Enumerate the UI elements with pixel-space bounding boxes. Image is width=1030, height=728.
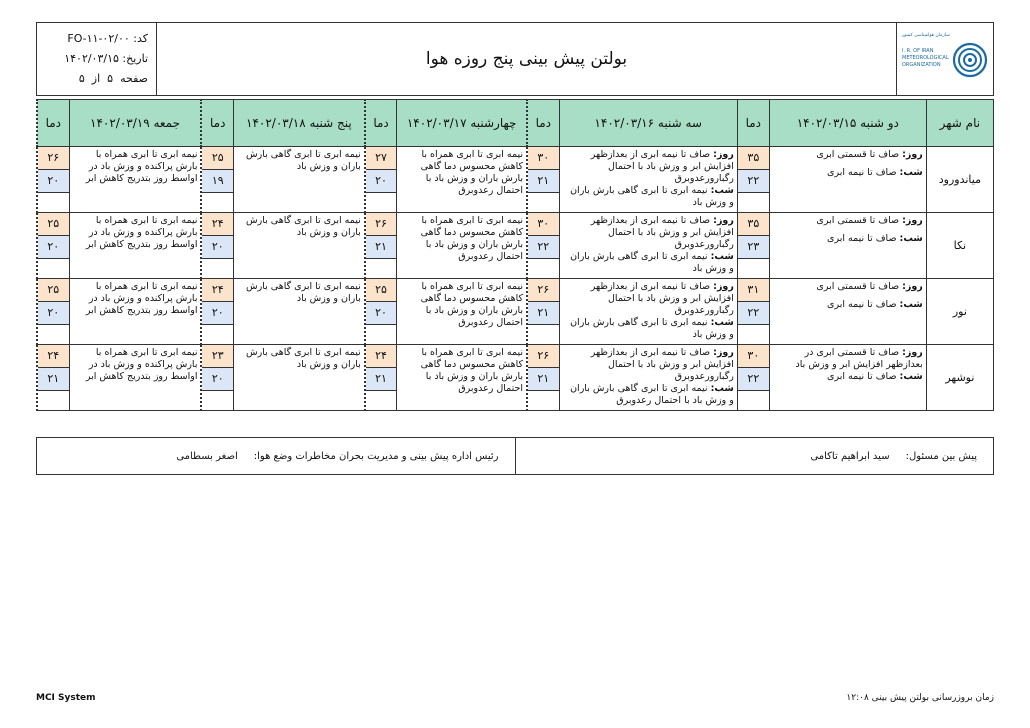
city-name: میاندورود [926, 147, 993, 213]
night-text: صاف تا نیمه ابری [827, 233, 897, 244]
forecast-table [36, 99, 994, 411]
min-temp: ۲۰ [202, 302, 233, 325]
min-temp: ۲۲ [738, 170, 769, 193]
document-meta [37, 23, 157, 95]
night-text: نیمه ابری تا ابری گاهی بارش باران و وزش باد [570, 251, 734, 274]
night-text: صاف تا نیمه ابری [827, 371, 897, 382]
day2-temp-header: دما [527, 100, 559, 147]
day-text: صاف تا قسمتی ابری در بعدازظهر افزایش ابر و وزش باد [795, 347, 923, 370]
night-text: نیمه ابری تا ابری گاهی بارش باران و وزش باد با احتمال رعدوبرق [570, 383, 734, 406]
min-temp: ۲۰ [38, 170, 69, 193]
city-name: نوشهر [926, 345, 993, 411]
max-temp: ۲۵ [202, 147, 233, 170]
day3-temp [365, 279, 397, 345]
day4-temp [201, 279, 233, 345]
max-temp: ۳۵ [738, 213, 769, 236]
day1-temp [737, 213, 769, 279]
city-column-header: نام شهر [926, 100, 993, 147]
forecaster-label: پیش بین مسئول: [905, 450, 977, 462]
day5-temp [37, 345, 69, 411]
day3-forecast: نیمه ابری تا ابری همراه با کاهش محسوس دما گاهی بارش باران و وزش باد با احتمال رعدوبرق [397, 147, 527, 213]
max-temp: ۲۴ [202, 213, 233, 236]
day3-forecast: نیمه ابری تا ابری همراه با کاهش محسوس دما گاهی بارش باران و وزش باد با احتمال رعدوبرق [397, 279, 527, 345]
max-temp: ۲۶ [366, 213, 397, 236]
day-label: روز: [902, 281, 923, 292]
day2-forecast [559, 213, 737, 279]
day5-temp [37, 279, 69, 345]
day5-forecast: نیمه ابری تا ابری همراه با بارش پراکنده و وزش باد در اواسط روز بتدریج کاهش ابر [69, 345, 201, 411]
table-header-row [37, 100, 994, 147]
system-name: MCI System [36, 693, 96, 703]
bulletin-header [36, 22, 994, 96]
max-temp: ۲۶ [528, 345, 559, 368]
max-temp: ۲۴ [38, 345, 69, 368]
max-temp: ۳۱ [738, 279, 769, 302]
day-label: روز: [713, 347, 734, 358]
day2-temp [527, 279, 559, 345]
max-temp: ۲۵ [38, 213, 69, 236]
logo-text-fa: سازمان هواشناسی کشور [902, 33, 950, 38]
night-label: شب: [710, 317, 734, 328]
day3-forecast: نیمه ابری تا ابری همراه با کاهش محسوس دما گاهی بارش باران و وزش باد با احتمال رعدوبرق [397, 213, 527, 279]
table-row [37, 279, 994, 345]
organization-logo [896, 23, 993, 95]
min-temp: ۲۲ [528, 236, 559, 259]
day-label: روز: [902, 215, 923, 226]
day-label: روز: [713, 215, 734, 226]
day-text: صاف تا نیمه ابری از بعدازظهر افزایش ابر و وزش باد با احتمال رگبارورعدوبرق [590, 281, 734, 316]
day4-column-header: پنج شنبه ۱۴۰۲/۰۳/۱۸ [233, 100, 364, 147]
night-label: شب: [710, 383, 734, 394]
head-name: اصغر بسطامی [176, 450, 238, 462]
day4-forecast: نیمه ابری تا ابری گاهی بارش باران و وزش باد [233, 345, 364, 411]
day1-temp [737, 279, 769, 345]
min-temp: ۱۹ [202, 170, 233, 193]
max-temp: ۲۵ [38, 279, 69, 302]
min-temp: ۲۱ [366, 236, 397, 259]
min-temp: ۲۲ [738, 368, 769, 391]
day-label: روز: [713, 281, 734, 292]
min-temp: ۲۳ [738, 236, 769, 259]
max-temp: ۳۰ [528, 147, 559, 170]
day3-column-header: چهارشنبه ۱۴۰۲/۰۳/۱۷ [397, 100, 527, 147]
night-label: شب: [899, 299, 923, 310]
max-temp: ۲۴ [366, 345, 397, 368]
day2-column-header: سه شنبه ۱۴۰۲/۰۳/۱۶ [559, 100, 737, 147]
day3-temp [365, 147, 397, 213]
day2-forecast [559, 147, 737, 213]
min-temp: ۲۱ [528, 302, 559, 325]
night-label: شب: [899, 233, 923, 244]
day4-temp [201, 345, 233, 411]
day2-temp [527, 213, 559, 279]
code-label: کد: [133, 32, 148, 45]
night-label: شب: [710, 185, 734, 196]
day4-temp [201, 147, 233, 213]
night-label: شب: [899, 167, 923, 178]
day-text: صاف تا قسمتی ابری [816, 215, 900, 226]
min-temp: ۲۱ [528, 368, 559, 391]
day3-temp [365, 345, 397, 411]
logo-text-3: ORGANIZATION [902, 62, 941, 68]
day2-temp [527, 345, 559, 411]
max-temp: ۳۰ [738, 345, 769, 368]
date-value: ۱۴۰۲/۰۳/۱۵ [64, 52, 119, 65]
day1-temp [737, 345, 769, 411]
page-label: صفحه [120, 72, 148, 85]
update-time: زمان بروزرسانی بولتن پیش بینی ۱۲:۰۸ [846, 693, 994, 703]
day-text: صاف تا نیمه ابری از بعدازظهر افزایش ابر و وزش باد با احتمال رگبارورعدوبرق [590, 149, 734, 184]
min-temp: ۲۰ [366, 170, 397, 193]
day-label: روز: [713, 149, 734, 160]
day5-forecast: نیمه ابری تا ابری همراه با بارش پراکنده و وزش باد در اواسط روز بتدریج کاهش ابر [69, 213, 201, 279]
city-name: نور [926, 279, 993, 345]
day1-forecast [769, 345, 926, 411]
day5-column-header: جمعه ۱۴۰۲/۰۳/۱۹ [69, 100, 201, 147]
table-row [37, 147, 994, 213]
day4-temp-header: دما [201, 100, 233, 147]
day1-column-header: دو شنبه ۱۴۰۲/۰۳/۱۵ [769, 100, 926, 147]
min-temp: ۲۲ [738, 302, 769, 325]
logo-text-1: I. R. OF IRAN [902, 48, 934, 54]
day1-forecast [769, 147, 926, 213]
page-of: از [91, 72, 101, 85]
page-total: ۵ [78, 72, 85, 85]
day5-temp [37, 213, 69, 279]
logo-text-2: METEOROLOGICAL [902, 55, 949, 61]
table-row [37, 213, 994, 279]
day-text: صاف تا قسمتی ابری [816, 149, 900, 160]
max-temp: ۲۴ [202, 279, 233, 302]
day-label: روز: [902, 347, 923, 358]
day1-forecast [769, 279, 926, 345]
min-temp: ۲۰ [202, 368, 233, 391]
min-temp: ۲۰ [38, 236, 69, 259]
min-temp: ۲۱ [528, 170, 559, 193]
night-text: صاف تا نیمه ابری [827, 167, 897, 178]
min-temp: ۲۱ [366, 368, 397, 391]
max-temp: ۲۶ [38, 147, 69, 170]
table-row [37, 345, 994, 411]
max-temp: ۳۰ [528, 213, 559, 236]
day-label: روز: [902, 149, 923, 160]
max-temp: ۲۵ [366, 279, 397, 302]
min-temp: ۲۰ [366, 302, 397, 325]
code-value: FO-۱۱-۰۲/۰۰ [67, 32, 130, 45]
day5-temp-header: دما [37, 100, 69, 147]
page-title: بولتن پیش بینی پنج روزه هوا [425, 49, 628, 69]
date-label: تاریخ: [122, 52, 148, 65]
min-temp: ۲۱ [38, 368, 69, 391]
day5-forecast: نیمه ابری تا ابری همراه با بارش پراکنده و وزش باد در اواسط روز بتدریج کاهش ابر [69, 147, 201, 213]
max-temp: ۲۷ [366, 147, 397, 170]
night-text: نیمه ابری تا ابری گاهی بارش باران و وزش باد [570, 317, 734, 340]
day3-temp-header: دما [365, 100, 397, 147]
day5-temp [37, 147, 69, 213]
day4-forecast: نیمه ابری تا ابری گاهی بارش باران و وزش باد [233, 279, 364, 345]
day5-forecast: نیمه ابری تا ابری همراه با بارش پراکنده و وزش باد در اواسط روز بتدریج کاهش ابر [69, 279, 201, 345]
day-text: صاف تا قسمتی ابری [816, 281, 900, 292]
day2-forecast [559, 279, 737, 345]
day-text: صاف تا نیمه ابری از بعدازظهر افزایش ابر و وزش باد با احتمال رگبارورعدوبرق [590, 215, 734, 250]
night-label: شب: [710, 251, 734, 262]
min-temp: ۲۰ [38, 302, 69, 325]
max-temp: ۲۳ [202, 345, 233, 368]
day1-temp [737, 147, 769, 213]
day4-temp [201, 213, 233, 279]
day-text: صاف تا نیمه ابری از بعدازظهر افزایش ابر و وزش باد با احتمال رگبارورعدوبرق [590, 347, 734, 382]
day2-temp [527, 147, 559, 213]
day4-forecast: نیمه ابری تا ابری گاهی بارش باران و وزش باد [233, 213, 364, 279]
head-block [37, 438, 515, 474]
min-temp: ۲۰ [202, 236, 233, 259]
max-temp: ۲۶ [528, 279, 559, 302]
head-label: رئیس اداره پیش بینی و مدیریت بحران مخاطرات وضع هوا: [253, 450, 499, 462]
signature-bar [36, 437, 994, 475]
day2-forecast [559, 345, 737, 411]
day4-forecast: نیمه ابری تا ابری گاهی بارش باران و وزش باد [233, 147, 364, 213]
forecaster-block [515, 438, 994, 474]
max-temp: ۳۵ [738, 147, 769, 170]
day3-forecast: نیمه ابری تا ابری همراه با کاهش محسوس دما گاهی بارش باران و وزش باد با احتمال رعدوبرق [397, 345, 527, 411]
forecaster-name: سید ابراهیم تاکامی [810, 450, 890, 462]
night-text: صاف تا نیمه ابری [827, 299, 897, 310]
night-text: نیمه ابری تا ابری گاهی بارش باران و وزش باد [570, 185, 734, 208]
day1-temp-header: دما [737, 100, 769, 147]
page-number: ۵ [107, 72, 114, 85]
day1-forecast [769, 213, 926, 279]
city-name: نکا [926, 213, 993, 279]
day3-temp [365, 213, 397, 279]
spiral-logo-icon [900, 26, 990, 92]
night-label: شب: [899, 371, 923, 382]
